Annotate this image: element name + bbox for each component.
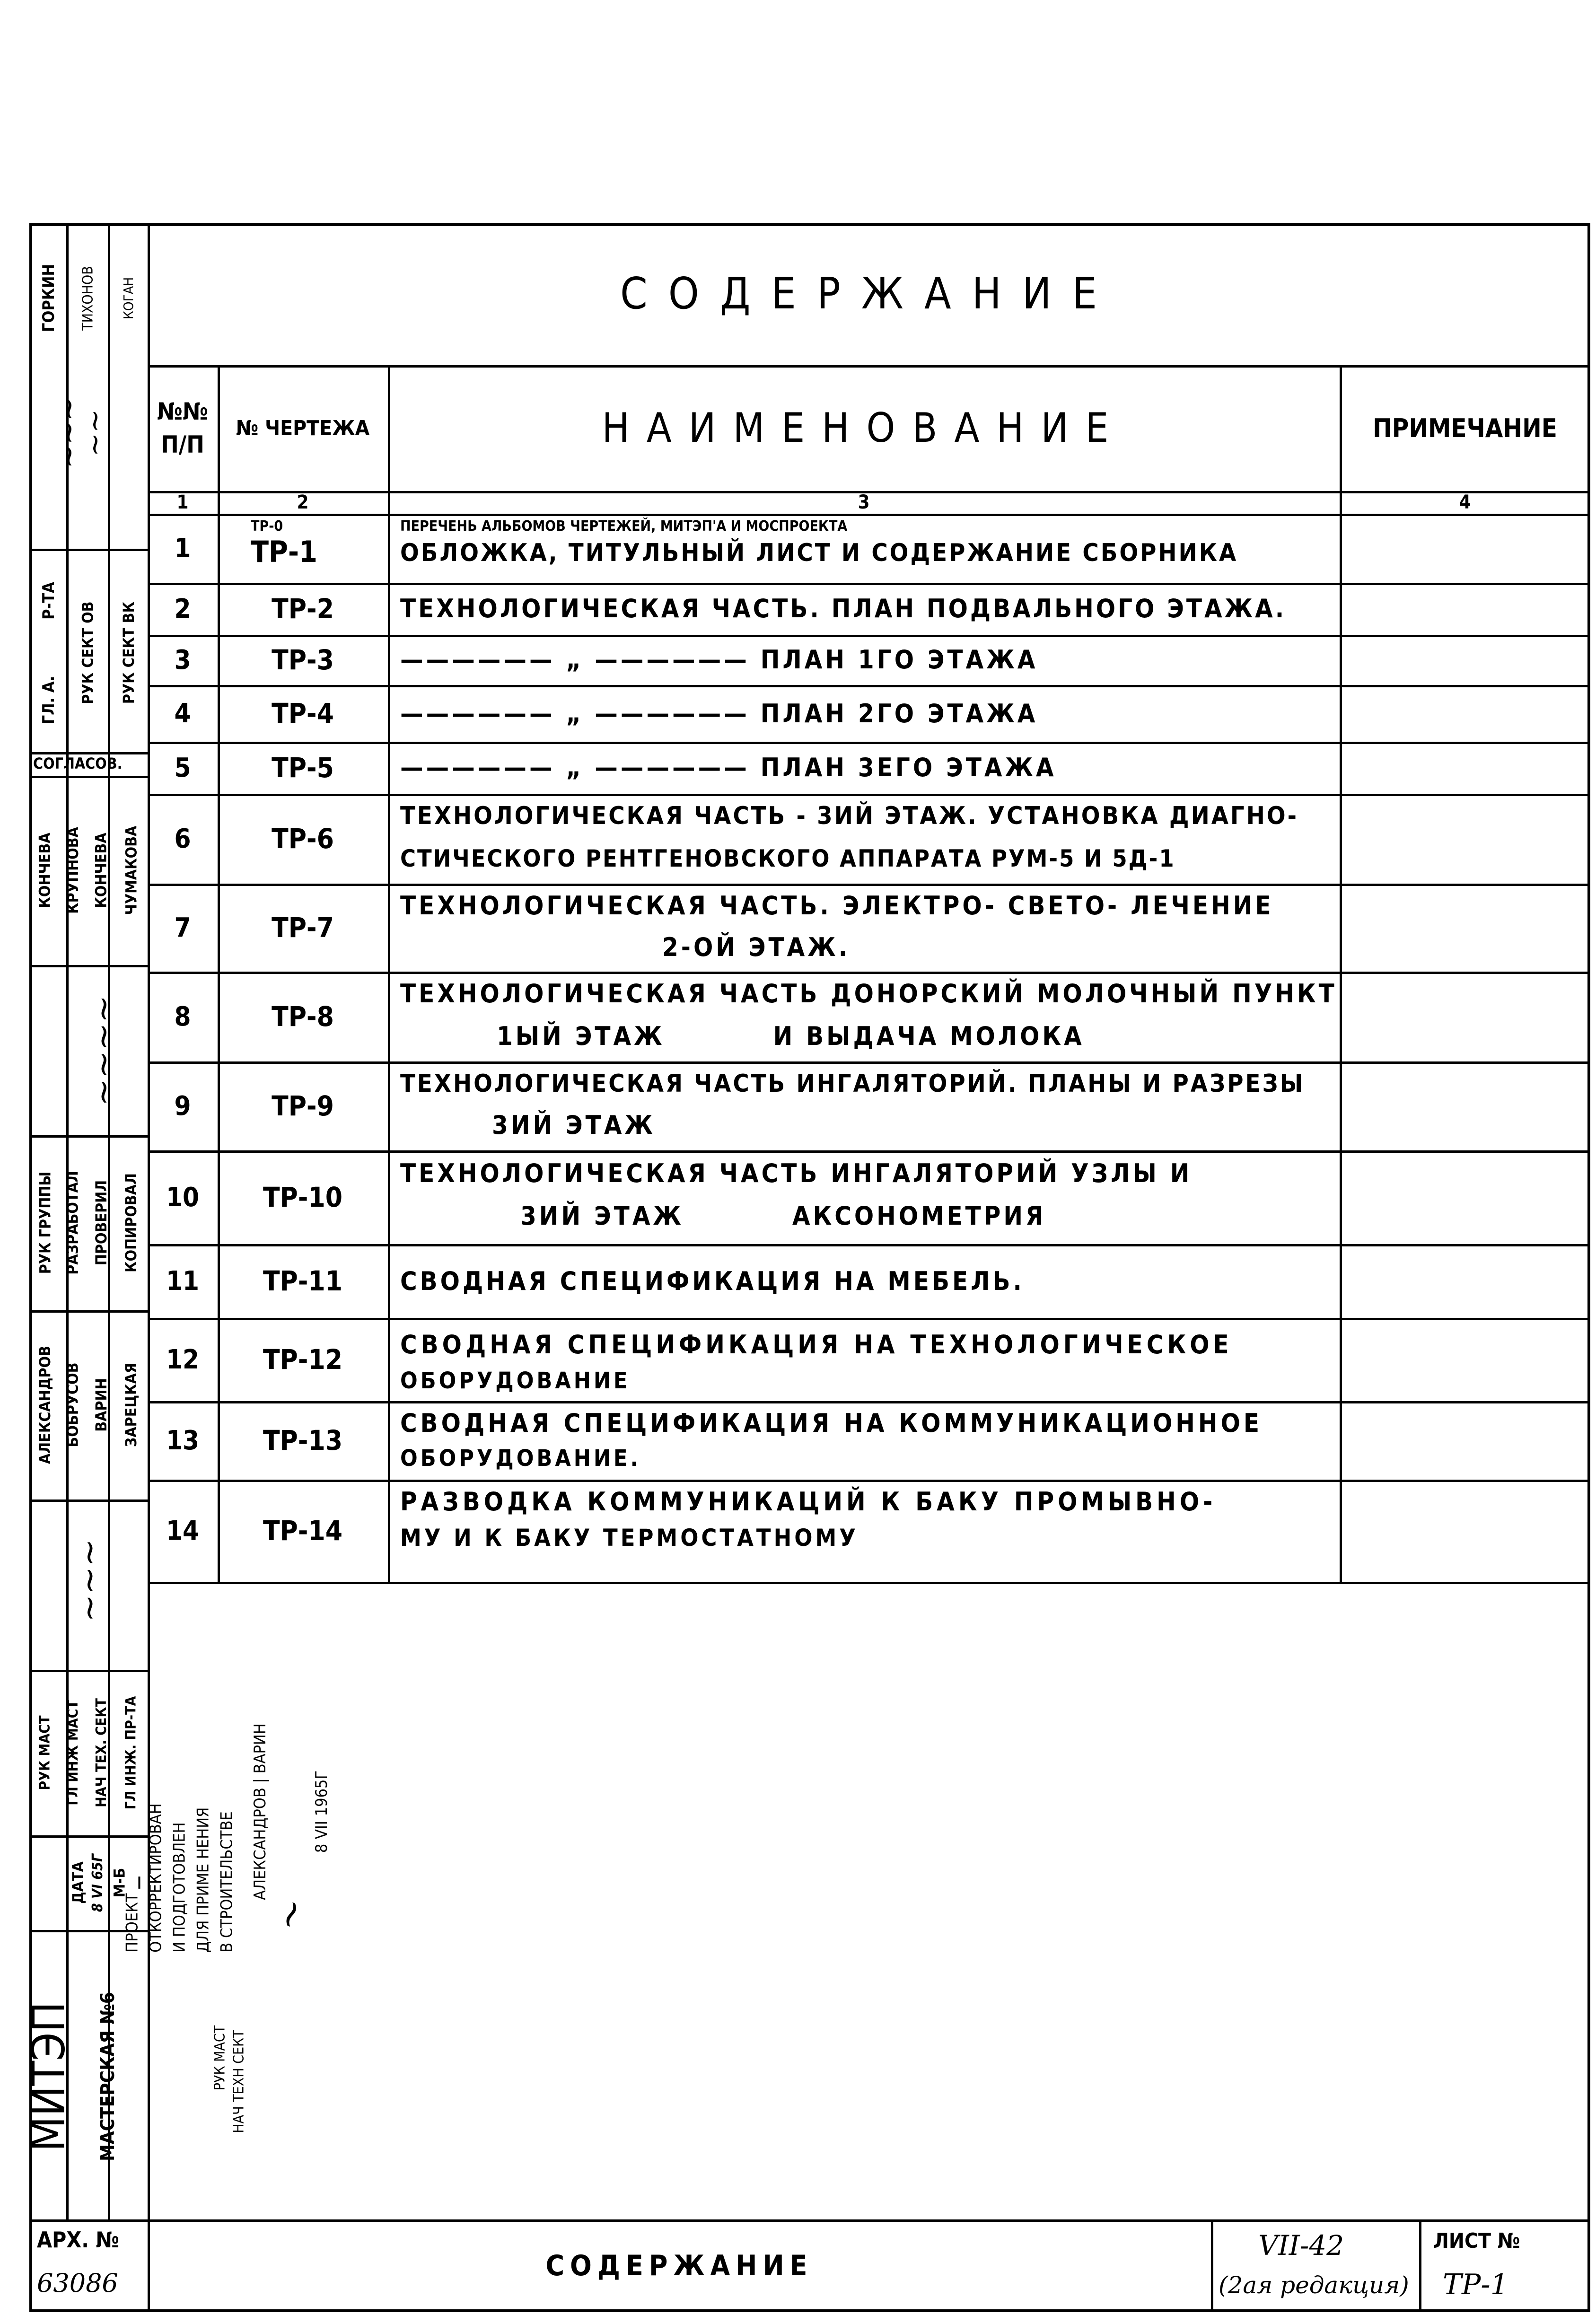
row-9-num: 9 [174, 1090, 191, 1122]
row-11-code: ТР-11 [263, 1265, 343, 1297]
colnum-underline [148, 514, 1590, 516]
row-4-name: —————— „ —————— ПЛАН 2ГО ЭТАЖА [400, 699, 1038, 728]
footer-sep-1 [1211, 2219, 1213, 2312]
row-6-name-line2: СТИЧЕСКОГО РЕНТГЕНОВСКОГО АППАРАТА РУМ-5 И 5Д-1 [400, 845, 1175, 872]
approval-ruk-mast-label: РУК МАСТ [211, 2025, 228, 2090]
row-7-code: ТР-7 [272, 912, 334, 944]
row-14-code: ТР-14 [263, 1515, 343, 1547]
side-workshop: МАСТЕРСКАЯ №6 [97, 1992, 119, 2161]
row-6-code: ТР-6 [272, 823, 334, 855]
footer-album: VII-42 [1258, 2229, 1344, 2262]
row-7-num: 7 [174, 912, 191, 943]
side-role2-2: ГЛ ИНЖ МАСТ [64, 1700, 81, 1806]
side-line [29, 1310, 148, 1313]
row-9-code: ТР-9 [272, 1090, 334, 1122]
row-2-code: ТР-2 [272, 593, 334, 625]
row-8-name-line2: 1ЫЙ ЭТАЖ И ВЫДАЧА МОЛОКА [497, 1021, 1085, 1051]
row-1-code-sup: ТР-0 [251, 518, 283, 535]
row-13-code: ТР-13 [263, 1424, 343, 1456]
side-role-2: РАЗРАБОТАЛ [64, 1171, 82, 1275]
row-line [148, 1582, 1590, 1584]
row-1-sup: ПЕРЕЧЕНЬ АЛЬБОМОВ ЧЕРТЕЖЕЙ, МИТЭП'А И МОСПРОЕКТА [400, 518, 848, 535]
row-7-name-line2: 2-ОЙ ЭТАЖ. [662, 932, 851, 962]
side-soglasov: СОГЛАСОВ. [33, 754, 123, 772]
side-signature: ~~ [78, 409, 112, 457]
approval-names-text: АЛЕКСАНДРОВ | ВАРИН [251, 1723, 270, 1900]
row-9-name-line2: 3ИЙ ЭТАЖ [492, 1110, 656, 1140]
row-8-num: 8 [174, 1001, 191, 1032]
side-role-rta: Р-ТА [39, 582, 58, 620]
row-6-num: 6 [174, 823, 191, 854]
side-line [29, 965, 148, 967]
row-13-name-line1: СВОДНАЯ СПЕЦИФИКАЦИЯ НА КОММУНИКАЦИОННОЕ [400, 1408, 1263, 1438]
approval-date [307, 1741, 336, 1883]
row-3-code: ТР-3 [272, 644, 334, 676]
header-num [148, 365, 218, 491]
side-line [29, 1499, 148, 1502]
approval-nach-sekt-label: НАЧ ТЕХН СЕКТ [230, 2029, 247, 2133]
footer-sheet-label: ЛИСТ № [1433, 2229, 1520, 2253]
approval-names [237, 1712, 284, 1911]
row-8-code: ТР-8 [272, 1000, 334, 1033]
row-12-code: ТР-12 [263, 1343, 343, 1376]
row-3-name: —————— „ —————— ПЛАН 1ГО ЭТАЖА [400, 645, 1038, 675]
header-name: НАИМЕНОВАНИЕ [602, 404, 1126, 452]
colnum-1: 1 [176, 491, 189, 513]
colnum-3: 3 [858, 491, 870, 513]
row-4-num: 4 [174, 698, 191, 729]
row-7-name-line1: ТЕХНОЛОГИЧЕСКАЯ ЧАСТЬ. ЭЛЕКТРО- СВЕТО- ЛЕЧЕНИЕ [400, 891, 1274, 921]
side-person-1: КОНЧЕВА [36, 833, 54, 908]
row-3-num: 3 [174, 644, 191, 675]
row-12-name-line1: СВОДНАЯ СПЕЦИФИКАЦИЯ НА ТЕХНОЛОГИЧЕСКОЕ [400, 1330, 1233, 1359]
side-person2-4: ЗАРЕЦКАЯ [122, 1362, 140, 1447]
side-role-1: РУК ГРУППЫ [36, 1171, 54, 1274]
side-role-ov: РУК СЕКТ ОВ [79, 601, 97, 704]
row-11-name: СВОДНАЯ СПЕЦИФИКАЦИЯ НА МЕБЕЛЬ. [400, 1266, 1025, 1296]
side-mb-value: — [129, 1876, 147, 1890]
page-title: СОДЕРЖАНИЕ [620, 268, 1118, 319]
side-person-3: КОНЧЕВА [92, 833, 110, 908]
row-5-name: —————— „ —————— ПЛАН 3ЕГО ЭТАЖА [400, 753, 1057, 782]
side-line [29, 1670, 148, 1672]
side-mb-label: М-Б [110, 1868, 129, 1898]
side-person2-1: АЛЕКСАНДРОВ [36, 1345, 54, 1464]
colnum-4: 4 [1459, 491, 1471, 513]
row-6-name-line1: ТЕХНОЛОГИЧЕСКАЯ ЧАСТЬ - 3ИЙ ЭТАЖ. УСТАНОВКА ДИАГНО- [400, 802, 1299, 830]
row-13-num: 13 [166, 1425, 200, 1456]
row-9-name-line1: ТЕХНОЛОГИЧЕСКАЯ ЧАСТЬ ИНГАЛЯТОРИЙ. ПЛАНЫ И РАЗРЕЗЫ [400, 1070, 1305, 1098]
side-person-2: КРУПНОВА [64, 827, 82, 914]
side-signature: ~~~ [52, 397, 86, 469]
side-person2-2: БОБРУСОВ [64, 1362, 82, 1447]
side-role2-3: НАЧ ТЕХ. СЕКТ [93, 1698, 110, 1807]
footer-title: СОДЕРЖАНИЕ [545, 2249, 813, 2282]
side-person-4: ЧУМАКОВА [122, 825, 140, 915]
row-10-code: ТР-10 [263, 1181, 343, 1213]
side-line [29, 549, 148, 551]
row-2-num: 2 [174, 593, 191, 624]
side-person2-3: ВАРИН [92, 1378, 110, 1432]
side-top-name-3: КОГАН [121, 277, 137, 319]
side-top-name-1: ГОРКИН [39, 263, 59, 333]
footer-sep-2 [1419, 2219, 1421, 2312]
side-org: МИТЭП [22, 2001, 75, 2152]
approval-stamp-note: ПРОЕКТ ОТКОРРЕКТИРОВАН И ПОДГОТОВЛЕН ДЛЯ ПРИМЕ НЕНИЯ В СТРОИТЕЛЬСТВЕ [123, 1803, 237, 1953]
side-role2-4: ГЛ ИНЖ. ПР-ТА [123, 1696, 140, 1809]
side-signature: ~~~ [69, 1539, 108, 1622]
approval-nach-sekt [227, 1987, 251, 2176]
row-10-name-line2: 3ИЙ ЭТАЖ АКСОНОМЕТРИЯ [520, 1201, 1046, 1231]
row-14-num: 14 [166, 1515, 200, 1546]
side-role-4: КОПИРОВАЛ [122, 1173, 140, 1272]
side-signature: ~~~~ [83, 995, 123, 1106]
row-1-name: ОБЛОЖКА, ТИТУЛЬНЫЙ ЛИСТ И СОДЕРЖАНИЕ СБОРНИКА [400, 539, 1238, 567]
side-line [29, 776, 148, 778]
row-10-name-line1: ТЕХНОЛОГИЧЕСКАЯ ЧАСТЬ ИНГАЛЯТОРИЙ УЗЛЫ И [400, 1158, 1193, 1188]
row-14-name-line1: РАЗВОДКА КОММУНИКАЦИЙ К БАКУ ПРОМЫВНО- [400, 1487, 1217, 1517]
side-role2-1: РУК МАСТ [36, 1715, 53, 1790]
header-note: ПРИМЕЧАНИЕ [1373, 413, 1557, 443]
side-line [29, 1135, 148, 1138]
header-num-label: №№ П/П [157, 398, 209, 458]
row-1-num: 1 [174, 533, 191, 564]
row-2-name: ТЕХНОЛОГИЧЕСКАЯ ЧАСТЬ. ПЛАН ПОДВАЛЬНОГО ЭТАЖА. [400, 594, 1287, 623]
row-13-name-line2: ОБОРУДОВАНИЕ. [400, 1445, 641, 1472]
side-line [29, 1930, 148, 1932]
side-role-vk: РУК СЕКТ ВК [120, 601, 138, 704]
row-8-name-line1: ТЕХНОЛОГИЧЕСКАЯ ЧАСТЬ ДОНОРСКИЙ МОЛОЧНЫЙ ПУНКТ [400, 979, 1337, 1008]
header-drawing: № ЧЕРТЕЖА [236, 416, 370, 440]
footer-edition: (2ая редакция) [1219, 2271, 1409, 2299]
side-top-name-2: ТИХОНОВ [79, 265, 96, 331]
side-role-3: ПРОВЕРИЛ [92, 1180, 111, 1266]
side-data-label: ДАТА [69, 1861, 87, 1904]
footer-arch-label: АРХ. № [37, 2227, 120, 2253]
footer-arch-value: 63086 [37, 2268, 118, 2298]
colnum-2: 2 [297, 491, 309, 513]
approval-date-text: 8 VII 1965Г [312, 1770, 332, 1853]
row-14-name-line2: МУ И К БАКУ ТЕРМОСТАТНОМУ [400, 1524, 859, 1552]
side-role-gl-a: ГЛ. А. [39, 675, 59, 725]
footer-sheet-value: ТР-1 [1443, 2268, 1508, 2301]
row-10-num: 10 [166, 1182, 200, 1213]
side-line [29, 1835, 148, 1838]
row-12-name-line2: ОБОРУДОВАНИЕ [400, 1368, 631, 1394]
side-data-value: 8 VI 65Г [89, 1853, 106, 1912]
row-4-code: ТР-4 [272, 697, 334, 729]
row-11-num: 11 [166, 1265, 200, 1297]
row-12-num: 12 [166, 1344, 200, 1375]
row-5-num: 5 [174, 752, 191, 783]
row-1-code: ТР-1 [251, 535, 317, 569]
approval-signature: ~ [264, 1892, 316, 1937]
row-5-code: ТР-5 [272, 752, 334, 784]
